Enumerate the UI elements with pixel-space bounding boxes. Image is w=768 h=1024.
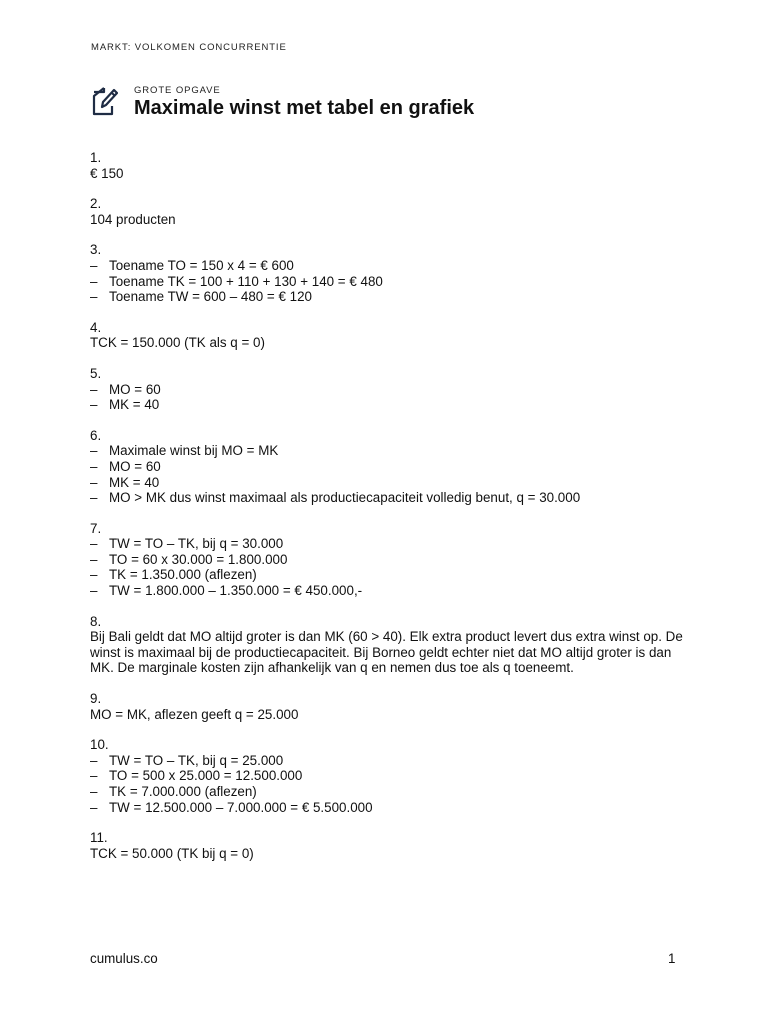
answer-7: [90, 521, 690, 599]
answer-number: 2.: [90, 196, 102, 212]
answer-list-item: [90, 536, 690, 552]
answer-number: 3.: [90, 242, 102, 258]
answer-item-text: MK = 40: [109, 397, 160, 413]
answer-list-item: [90, 475, 690, 491]
page-number: 1: [668, 951, 676, 966]
answer-list-item: [90, 753, 690, 769]
answer-number: 11.: [90, 830, 108, 846]
dash-bullet: –: [90, 273, 98, 289]
answer-1: [90, 150, 690, 181]
answer-line: 104 producten: [90, 211, 176, 227]
dash-bullet: –: [90, 799, 98, 815]
answer-line: TCK = 50.000 (TK bij q = 0): [90, 845, 254, 861]
answer-6: [90, 428, 690, 506]
answer-list-item: [90, 397, 690, 413]
dash-bullet: –: [90, 381, 98, 397]
answer-5: [90, 366, 690, 413]
answer-list-item: [90, 784, 690, 800]
footer-site: cumulus.co: [90, 951, 158, 966]
answer-number: 4.: [90, 319, 102, 335]
answer-item-text: Maximale winst bij MO = MK: [109, 443, 279, 459]
answer-list-item: [90, 768, 690, 784]
answer-item-text: TO = 500 x 25.000 = 12.500.000: [109, 768, 303, 784]
answer-list-item: [90, 800, 690, 816]
answer-list-item: [90, 382, 690, 398]
answer-item-text: TO = 60 x 30.000 = 1.800.000: [109, 551, 288, 567]
dash-bullet: –: [90, 443, 98, 459]
answer-line: MO = MK, aflezen geeft q = 25.000: [90, 706, 299, 722]
answer-item-text: Toename TO = 150 x 4 = € 600: [109, 257, 294, 273]
pencil-note-icon: [90, 86, 118, 116]
dash-bullet: –: [90, 474, 98, 490]
answer-line: € 150: [90, 165, 124, 181]
answer-list-item: [90, 583, 690, 599]
dash-bullet: –: [90, 768, 98, 784]
dash-bullet: –: [90, 458, 98, 474]
answer-item-text: MO > MK dus winst maximaal als productiecapaciteit volledig benut, q = 30.000: [109, 490, 581, 506]
answer-item-text: Toename TK = 100 + 110 + 130 + 140 = € 480: [109, 273, 383, 289]
answer-2: [90, 196, 690, 227]
answer-number: 7.: [90, 520, 102, 536]
answer-list-item: [90, 258, 690, 274]
answer-9: [90, 691, 690, 722]
section-kicker: GROTE OPGAVE: [134, 85, 221, 96]
dash-bullet: –: [90, 397, 98, 413]
answer-item-text: MO = 60: [109, 381, 161, 397]
answer-item-text: Toename TW = 600 – 480 = € 120: [109, 289, 312, 305]
answer-number: 5.: [90, 365, 102, 381]
answer-item-text: TW = TO – TK, bij q = 30.000: [109, 536, 284, 552]
dash-bullet: –: [90, 257, 98, 273]
answer-list-item: [90, 490, 690, 506]
dash-bullet: –: [90, 289, 98, 305]
answer-number: 6.: [90, 427, 102, 443]
answer-item-text: MO = 60: [109, 458, 161, 474]
answer-item-text: TK = 7.000.000 (aflezen): [109, 784, 257, 799]
dash-bullet: –: [90, 752, 98, 768]
answer-list-item: [90, 552, 690, 568]
answer-number: 8.: [90, 613, 102, 629]
answer-list-item: [90, 567, 690, 583]
answer-3: [90, 242, 690, 304]
answer-list-item: [90, 274, 690, 290]
answer-item-text: TW = TO – TK, bij q = 25.000: [109, 752, 284, 768]
answer-list-item: [90, 443, 690, 459]
answer-11: [90, 830, 690, 861]
answer-list-item: [90, 289, 690, 305]
answer-paragraph: Bij Bali geldt dat MO altijd groter is dan MK (60 > 40). Elk extra product levert dus extra winst op. De winst is maximaal bij de productiecapaciteit. Bij Borneo geldt echter niet dat MO altijd groter is dan MK. De marginale kosten zijn afhankelijk van q en nemen dus toe als q toeneemt.: [90, 629, 683, 676]
answer-item-text: TK = 1.350.000 (aflezen): [109, 567, 257, 583]
answer-number: 1.: [90, 150, 102, 165]
answer-number: 9.: [90, 691, 102, 707]
answer-item-text: MK = 40: [109, 474, 160, 490]
answer-4: [90, 320, 690, 351]
answer-number: 10.: [90, 737, 109, 753]
dash-bullet: –: [90, 490, 98, 506]
dash-bullet: –: [90, 551, 98, 567]
answer-list: [90, 150, 690, 876]
running-header: MARKT: VOLKOMEN CONCURRENTIE: [91, 42, 287, 53]
dash-bullet: –: [90, 567, 98, 583]
answer-item-text: TW = 1.800.000 – 1.350.000 = € 450.000,-: [109, 583, 363, 599]
dash-bullet: –: [90, 583, 98, 599]
page-title: Maximale winst met tabel en grafiek: [134, 97, 475, 119]
answer-10: [90, 737, 690, 815]
answer-line: TCK = 150.000 (TK als q = 0): [90, 335, 265, 351]
answer-8: [90, 614, 690, 676]
answer-list-item: [90, 459, 690, 475]
dash-bullet: –: [90, 784, 98, 799]
dash-bullet: –: [90, 536, 98, 552]
answer-item-text: TW = 12.500.000 – 7.000.000 = € 5.500.000: [109, 799, 373, 815]
